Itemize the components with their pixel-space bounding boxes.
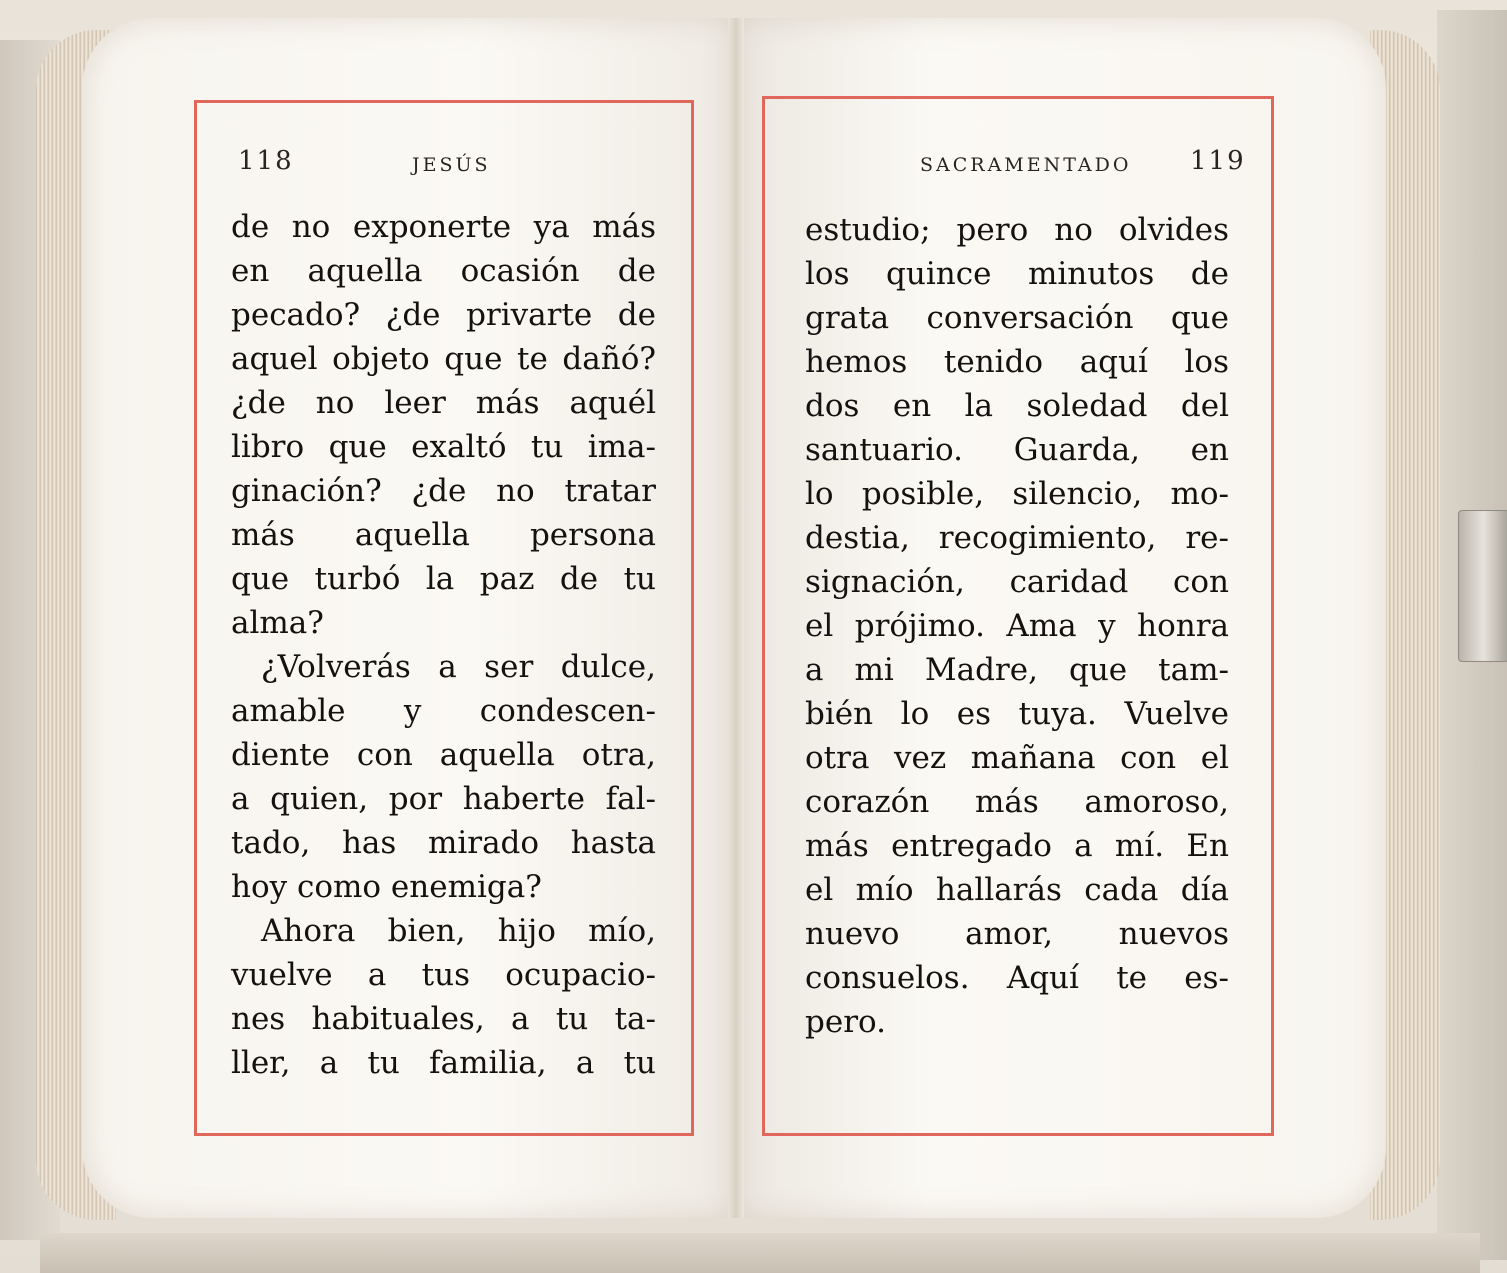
text-line: grata conversación que <box>805 300 1229 336</box>
text-line: ginación? ¿de no tratar <box>231 473 656 509</box>
text-line: pecado? ¿de privarte de <box>231 297 656 333</box>
text-line: más aquella persona <box>231 517 656 553</box>
left-running-head: JESÚS <box>412 154 491 176</box>
text-line: santuario. Guarda, en <box>805 432 1229 468</box>
book-clasp <box>1458 510 1507 662</box>
text-line: en aquella ocasión de <box>231 253 656 289</box>
text-line: de no exponerte ya más <box>231 209 656 245</box>
text-line: aquel objeto que te dañó? <box>231 341 656 377</box>
text-line: dos en la soledad del <box>805 388 1229 424</box>
left-page-body-text <box>231 205 656 1085</box>
book-cover-bottom-edge <box>40 1233 1480 1273</box>
text-line: más entregado a mí. En <box>805 828 1229 864</box>
text-line: ller, a tu familia, a tu <box>231 1045 656 1081</box>
text-line: hoy como enemiga? <box>231 869 542 905</box>
text-line: los quince minutos de <box>805 256 1229 292</box>
left-page-number: 118 <box>238 146 294 176</box>
book-gutter <box>728 18 744 1218</box>
text-line: diente con aquella otra, <box>231 737 656 773</box>
text-line: bién lo es tuya. Vuelve <box>805 696 1229 732</box>
text-line: pero. <box>805 1004 886 1040</box>
text-line: hemos tenido aquí los <box>805 344 1229 380</box>
text-line: corazón más amoroso, <box>805 784 1229 820</box>
text-line: ¿Volverás a ser dulce, <box>261 649 656 685</box>
text-line: consuelos. Aquí te es- <box>805 960 1229 996</box>
text-line: vuelve a tus ocupacio- <box>231 957 656 993</box>
text-line: lo posible, silencio, mo- <box>805 476 1229 512</box>
text-line: ¿de no leer más aquél <box>231 385 656 421</box>
text-line: otra vez mañana con el <box>805 740 1229 776</box>
text-line: signación, caridad con <box>805 564 1229 600</box>
text-line: que turbó la paz de tu <box>231 561 656 597</box>
text-line: destia, recogimiento, re- <box>805 520 1229 556</box>
text-line: a quien, por haberte fal- <box>231 781 656 817</box>
text-line: nuevo amor, nuevos <box>805 916 1229 952</box>
text-line: nes habituales, a tu ta- <box>231 1001 656 1037</box>
right-page-body-text <box>805 208 1229 1044</box>
text-line: alma? <box>231 605 324 641</box>
text-line: estudio; pero no olvides <box>805 212 1229 248</box>
text-line: a mi Madre, que tam- <box>805 652 1229 688</box>
text-line: tado, has mirado hasta <box>231 825 656 861</box>
text-line: el mío hallarás cada día <box>805 872 1229 908</box>
right-running-head: SACRAMENTADO <box>920 154 1132 176</box>
text-line: libro que exaltó tu ima- <box>231 429 656 465</box>
text-line: amable y condescen- <box>231 693 656 729</box>
text-line: el prójimo. Ama y honra <box>805 608 1229 644</box>
right-page-number: 119 <box>1190 146 1246 176</box>
text-line: Ahora bien, hijo mío, <box>261 913 656 949</box>
